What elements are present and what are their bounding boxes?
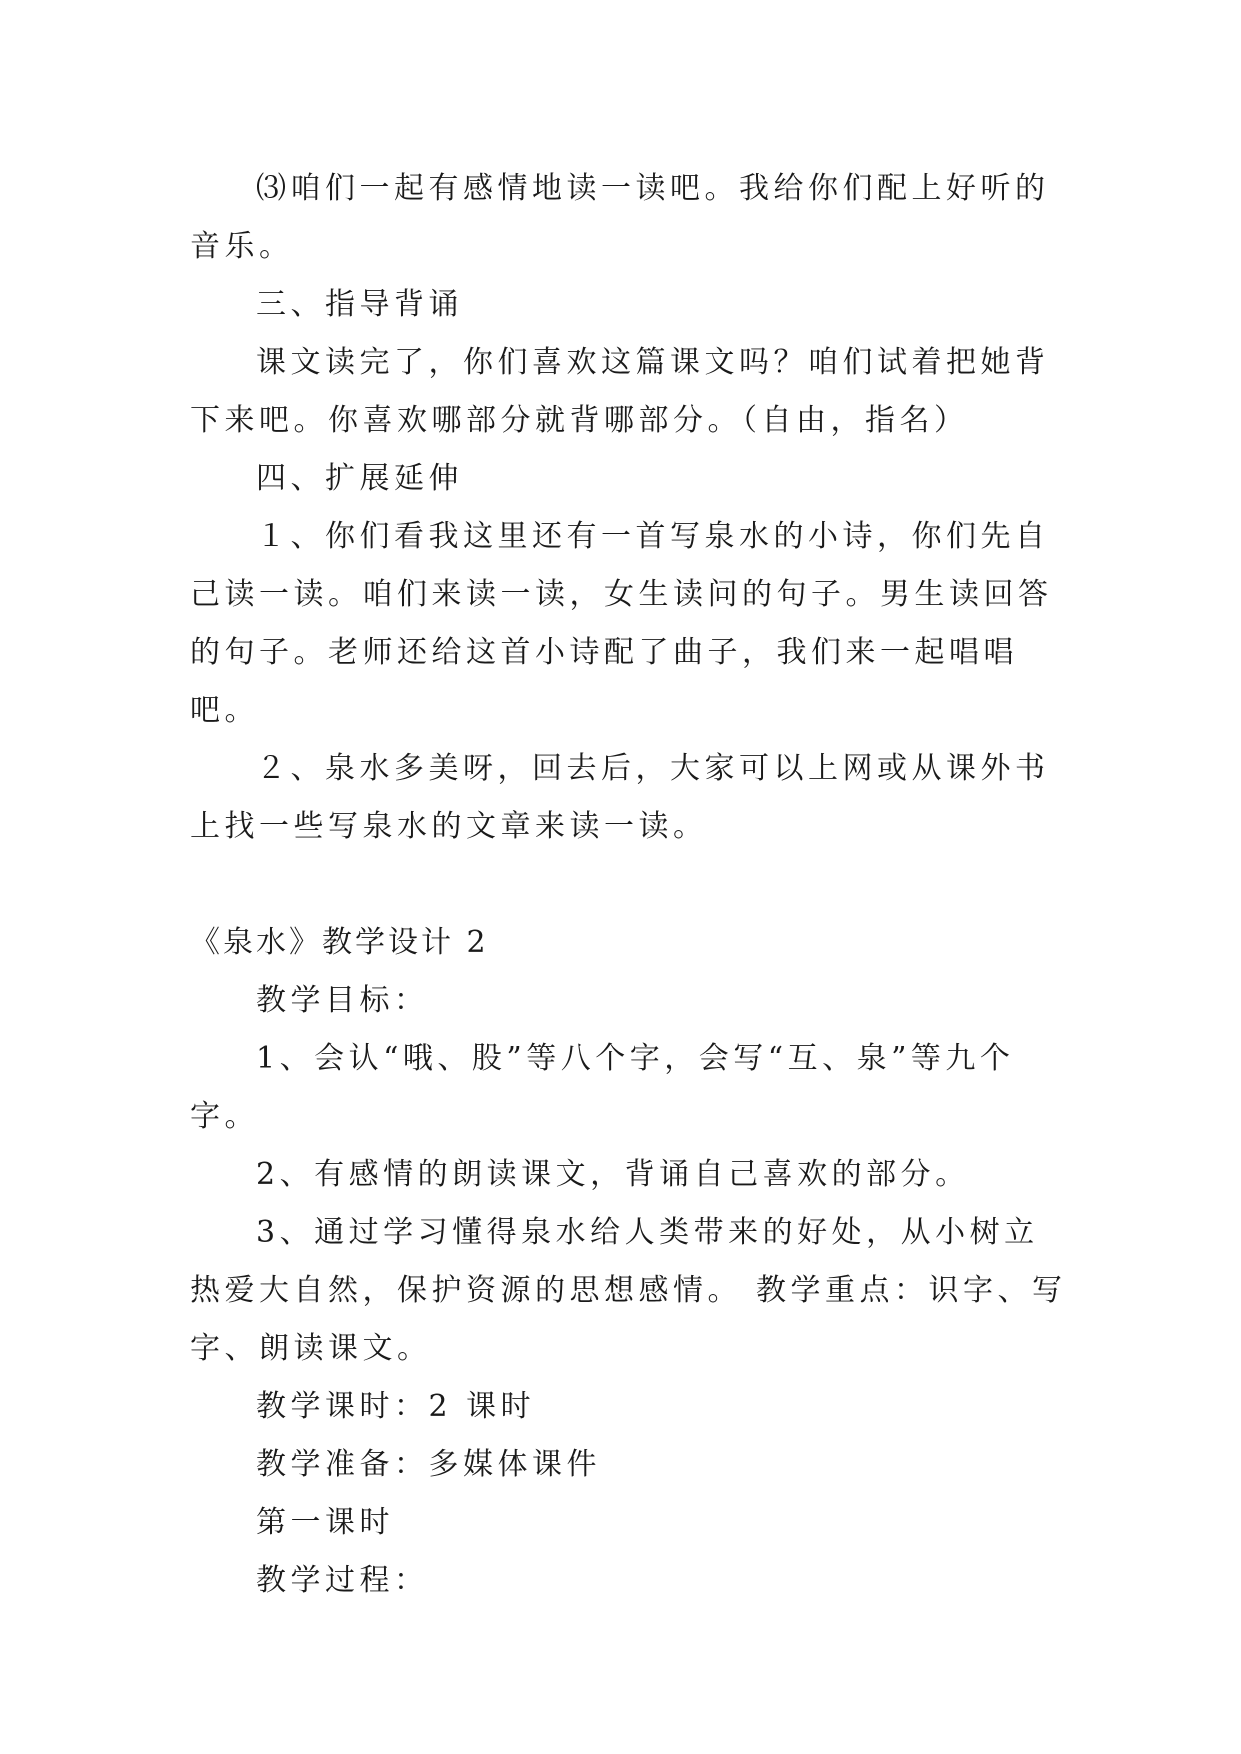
section-title: 《泉水》教学设计 2 — [190, 925, 489, 960]
heading-guided-recitation: 三、指导背诵 — [256, 287, 463, 322]
goal-item-2: 2、有感情的朗读课文，背诵自己喜欢的部分。 — [256, 1157, 970, 1192]
goal-item-3: 3、通过学习懂得泉水给人类带来的好处，从小树立热爱大自然，保护资源的思想感情。 教学重点：识字、写字、朗读课文。 — [190, 1215, 1067, 1366]
goal-item-1: 1、会认“哦、股”等八个字，会写“互、泉”等九个字。 — [190, 1041, 1015, 1134]
teaching-process-label: 教学过程： — [256, 1563, 429, 1598]
paragraph-recitation: 课文读完了，你们喜欢这篇课文吗？咱们试着把她背下来吧。你喜欢哪部分就背哪部分。（自由，指名） — [190, 345, 1050, 438]
paragraph-extension-2: ２、泉水多美呀，回去后，大家可以上网或从课外书上找一些写泉水的文章来读一读。 — [190, 751, 1050, 844]
document-page — [190, 160, 1070, 1610]
paragraph-read-with-music: ⑶咱们一起有感情地读一读吧。我给你们配上好听的音乐。 — [190, 171, 1050, 264]
lesson-label: 第一课时 — [256, 1505, 394, 1540]
teaching-preparation: 教学准备：多媒体课件 — [256, 1447, 601, 1482]
section-spacer — [190, 856, 1070, 914]
goals-label: 教学目标： — [256, 983, 429, 1018]
heading-extension: 四、扩展延伸 — [256, 461, 463, 496]
paragraph-extension-1: １、你们看我这里还有一首写泉水的小诗，你们先自己读一读。咱们来读一读，女生读问的句子。男生读回答的句子。老师还给这首小诗配了曲子，我们来一起唱唱吧。 — [190, 519, 1053, 728]
teaching-hours: 教学课时：2 课时 — [256, 1389, 536, 1424]
